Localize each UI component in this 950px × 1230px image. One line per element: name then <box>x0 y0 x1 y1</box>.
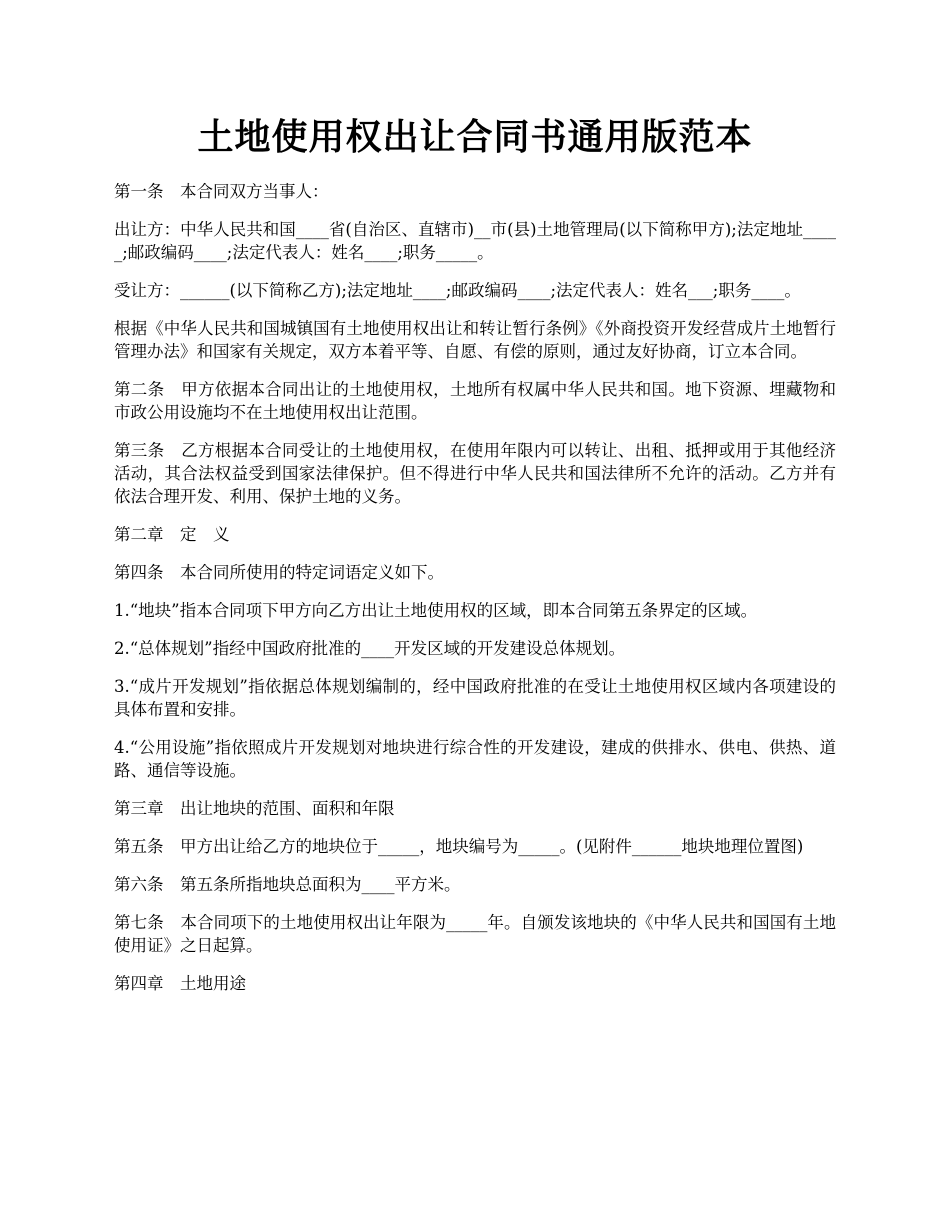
article-6: 第六条 第五条所指地块总面积为____平方米。 <box>114 875 461 894</box>
chapter-3-heading: 第三章 出让地块的范围、面积和年限 <box>114 799 395 818</box>
chapter-2-heading: 第二章 定 义 <box>114 525 230 544</box>
article-7: 第七条 本合同项下的土地使用权出让年限为_____年。自颁发该地块的《中华人民共和国国有土地使用证》之日起算。 <box>114 913 836 955</box>
definition-4: 4.“公用设施”指依照成片开发规划对地块进行综合性的开发建设，建成的供排水、供电、供热、道路、通信等设施。 <box>114 738 836 780</box>
definition-2: 2.“总体规划”指经中国政府批准的____开发区域的开发建设总体规划。 <box>114 639 626 658</box>
document-title: 土地使用权出让合同书通用版范本 <box>197 116 753 158</box>
article-4: 第四条 本合同所使用的特定词语定义如下。 <box>114 563 444 582</box>
transferee-info: 受让方：______(以下简称乙方);法定地址____;邮政编码____;法定代表人：姓名___;职务____。 <box>114 281 801 300</box>
article-3: 第三条 乙方根据本合同受让的土地使用权，在使用年限内可以转让、出租、抵押或用于其他经济活动，其合法权益受到国家法律保护。但不得进行中华人民共和国法律所不允许的活动。乙方并有依法合理开发、利用、保护土地的义务。 <box>114 441 836 506</box>
legal-basis-paragraph: 根据《中华人民共和国城镇国有土地使用权出让和转让暂行条例》《外商投资开发经营成片土地暂行管理办法》和国家有关规定，双方本着平等、自愿、有偿的原则，通过友好协商，订立本合同。 <box>114 319 836 361</box>
article-1-heading: 第一条 本合同双方当事人： <box>114 182 329 201</box>
document-body <box>114 180 836 1010</box>
chapter-4-heading: 第四章 土地用途 <box>114 974 246 993</box>
definition-1: 1.“地块”指本合同项下甲方向乙方出让土地使用权的区域，即本合同第五条界定的区域。 <box>114 601 758 620</box>
article-5: 第五条 甲方出让给乙方的地块位于_____，地块编号为_____。(见附件______地块地理位置图) <box>114 837 804 856</box>
definition-3: 3.“成片开发规划”指依据总体规划编制的，经中国政府批准的在受让土地使用权区域内各项建设的具体布置和安排。 <box>114 677 836 719</box>
transferor-info: 出让方：中华人民共和国____省(自治区、直辖市)__市(县)土地管理局(以下简称甲方);法定地址_____;邮政编码____;法定代表人：姓名____;职务_____。 <box>114 220 836 262</box>
article-2: 第二条 甲方依据本合同出让的土地使用权，土地所有权属中华人民共和国。地下资源、埋藏物和市政公用设施均不在土地使用权出让范围。 <box>114 380 836 422</box>
